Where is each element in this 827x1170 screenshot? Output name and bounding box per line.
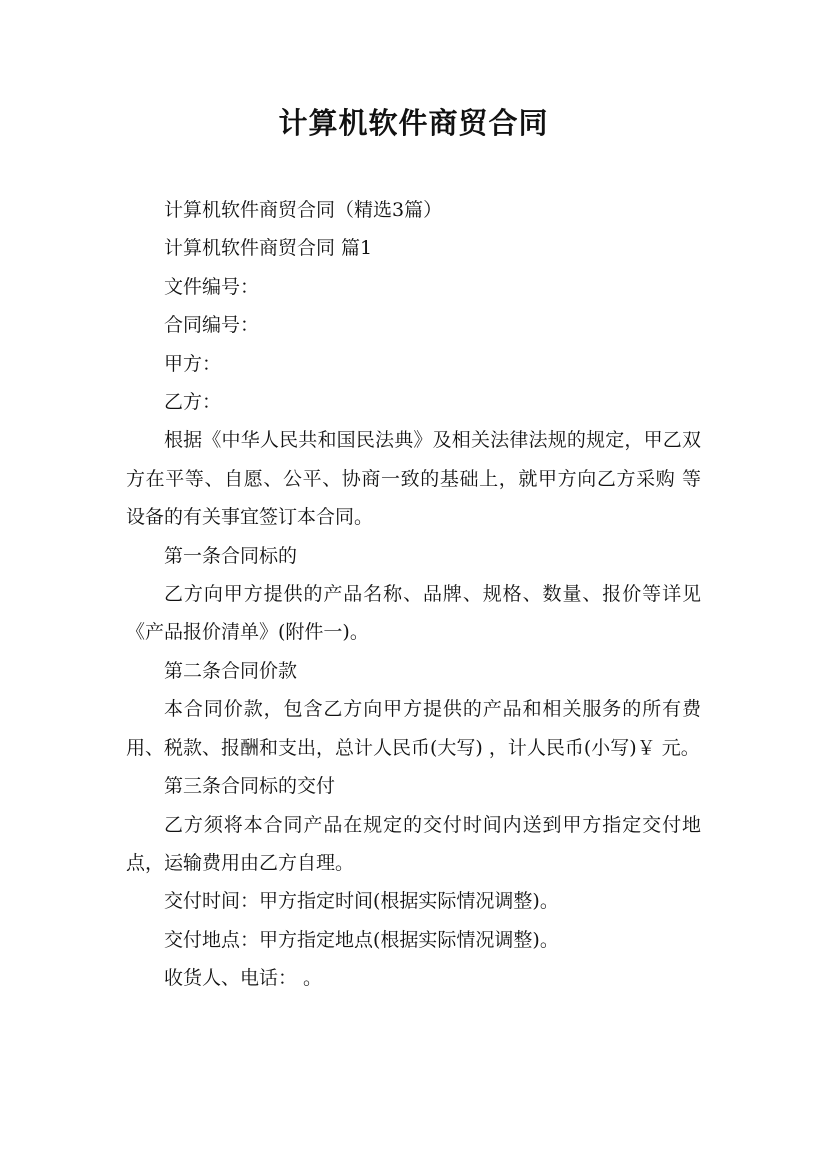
paragraph-preamble: 根据《中华人民共和国民法典》及相关法律法规的规定，甲乙双方在平等、自愿、公平、协商一致的基础上，就甲方向乙方采购 等设备的有关事宜签订本合同。 (126, 429, 701, 529)
paragraph-party-a: 甲方： (164, 352, 222, 375)
paragraph-file-number: 文件编号： (164, 275, 260, 298)
document-body (126, 191, 701, 998)
paragraph-contract-number: 合同编号： (164, 314, 260, 337)
paragraph-consignee: 收货人、电话： 。 (164, 967, 323, 990)
paragraph-delivery-time: 交付时间：甲方指定时间(根据实际情况调整)。 (164, 890, 559, 913)
paragraph-delivery-place: 交付地点：甲方指定地点(根据实际情况调整)。 (164, 928, 559, 951)
paragraph-subtitle: 计算机软件商贸合同（精选3篇） (164, 199, 443, 221)
paragraph-article-3-heading: 第三条合同标的交付 (164, 775, 336, 798)
document-title: 计算机软件商贸合同 (278, 106, 549, 140)
paragraph-party-b: 乙方： (164, 391, 222, 414)
paragraph-article-1-heading: 第一条合同标的 (164, 544, 298, 567)
paragraph-article-3-body: 乙方须将本合同产品在规定的交付时间内送到甲方指定交付地点，运输费用由乙方自理。 (126, 813, 701, 874)
paragraph-section-heading: 计算机软件商贸合同 篇1 (164, 237, 373, 260)
paragraph-article-1-body: 乙方向甲方提供的产品名称、品牌、规格、数量、报价等详见《产品报价清单》(附件一)。 (126, 583, 701, 644)
paragraph-article-2-body: 本合同价款，包含乙方向甲方提供的产品和相关服务的所有费用、税款、报酬和支出，总计人民币(大写) ，计人民币(小写)￥ 元。 (126, 698, 701, 759)
paragraph-article-2-heading: 第二条合同价款 (164, 659, 298, 682)
